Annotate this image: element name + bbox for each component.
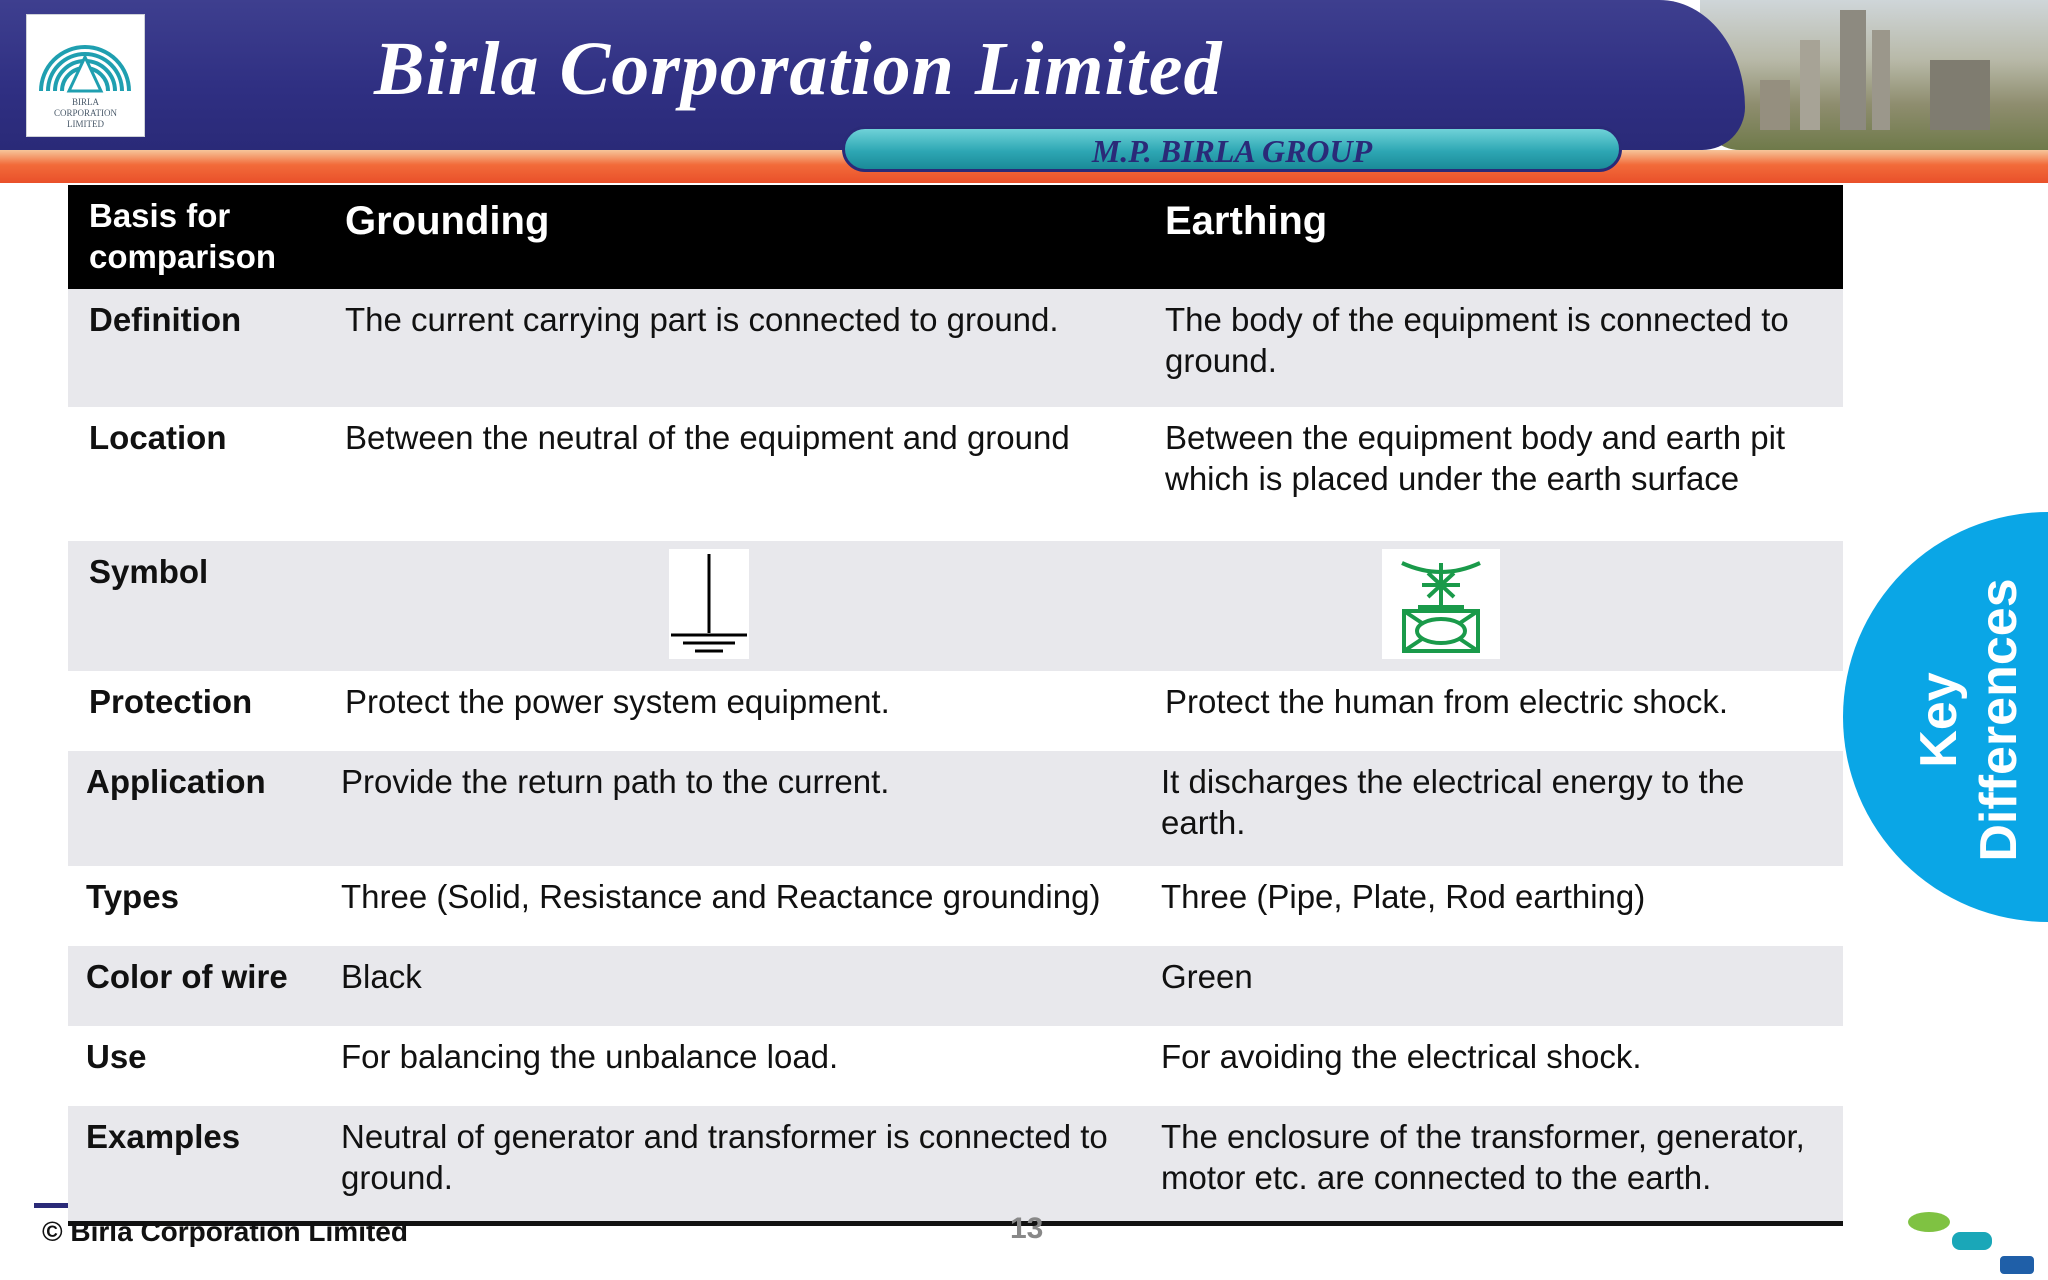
table-row-location xyxy=(68,407,1843,541)
table-row-definition xyxy=(68,289,1843,407)
earthing-cell: For avoiding the electrical shock. xyxy=(1161,1038,1642,1075)
grounding-cell: Between the neutral of the equipment and ground xyxy=(345,419,1070,456)
header-grounding: Grounding xyxy=(345,199,550,243)
birla-logo xyxy=(26,14,145,137)
company-title: Birla Corporation Limited xyxy=(374,27,1223,111)
header-basis: Basis for comparison xyxy=(89,197,277,275)
table-row-examples xyxy=(68,1106,1843,1222)
table-row-application xyxy=(68,751,1843,866)
grounding-cell: Protect the power system equipment. xyxy=(345,683,890,720)
row-label: Use xyxy=(86,1038,147,1075)
logo-line-2: CORPORATION xyxy=(53,108,117,118)
cement-plant-photo xyxy=(1700,0,2048,150)
logo-rings-icon xyxy=(35,21,135,95)
row-label: Color of wire xyxy=(86,958,288,995)
earthing-cell: Between the equipment body and earth pit which is placed under the earth surface xyxy=(1165,419,1786,497)
grounding-cell: The current carrying part is connected to ground. xyxy=(345,301,1059,338)
earthing-cell: Green xyxy=(1161,958,1253,995)
earthing-cell: Protect the human from electric shock. xyxy=(1165,683,1729,720)
group-label: M.P. BIRLA GROUP xyxy=(1091,133,1373,169)
footer-accent-bar xyxy=(34,1203,68,1208)
header-earthing: Earthing xyxy=(1165,199,1328,243)
page-number: 13 xyxy=(1010,1212,1044,1245)
row-label: Application xyxy=(86,763,266,800)
table-row-protection xyxy=(68,671,1843,751)
badge-line-1: Key xyxy=(1910,672,1968,768)
logo-line-3: LIMITED xyxy=(67,119,104,129)
earthing-cell: The body of the equipment is connected to ground. xyxy=(1165,301,1789,379)
footer-copyright: © Birla Corporation Limited xyxy=(42,1216,408,1247)
earthing-cell: The enclosure of the transformer, generator, motor etc. are connected to the earth. xyxy=(1161,1118,1805,1196)
table-row-color-of-wire xyxy=(68,946,1843,1026)
comparison-table xyxy=(68,185,1843,1222)
grounding-cell: Neutral of generator and transformer is connected to ground. xyxy=(341,1118,1108,1196)
table-row-use xyxy=(68,1026,1843,1106)
ground-symbol-icon xyxy=(669,549,749,659)
grounding-cell: For balancing the unbalance load. xyxy=(341,1038,839,1075)
row-label: Symbol xyxy=(89,553,209,590)
grounding-cell: Three (Solid, Resistance and Reactance grounding) xyxy=(341,878,1101,915)
row-label: Definition xyxy=(89,301,242,338)
row-label: Location xyxy=(89,419,227,456)
grounding-cell: Black xyxy=(341,958,422,995)
row-label: Protection xyxy=(89,683,253,720)
grounding-cell: Provide the return path to the current. xyxy=(341,763,890,800)
row-label: Examples xyxy=(86,1118,241,1155)
header-banner xyxy=(0,0,2048,183)
row-label: Types xyxy=(86,878,179,915)
badge-line-2: Differences xyxy=(1970,578,2028,862)
key-differences-label xyxy=(1903,580,2035,860)
table-row-types xyxy=(68,866,1843,946)
logo-line-1: BIRLA xyxy=(72,97,99,107)
table-header-row xyxy=(68,185,1843,289)
earth-symbol-icon xyxy=(1382,549,1500,659)
group-pill xyxy=(842,126,1622,172)
table-row-symbol xyxy=(68,541,1843,671)
earthing-cell: Three (Pipe, Plate, Rod earthing) xyxy=(1161,878,1646,915)
earthing-cell: It discharges the electrical energy to the earth. xyxy=(1161,763,1745,841)
